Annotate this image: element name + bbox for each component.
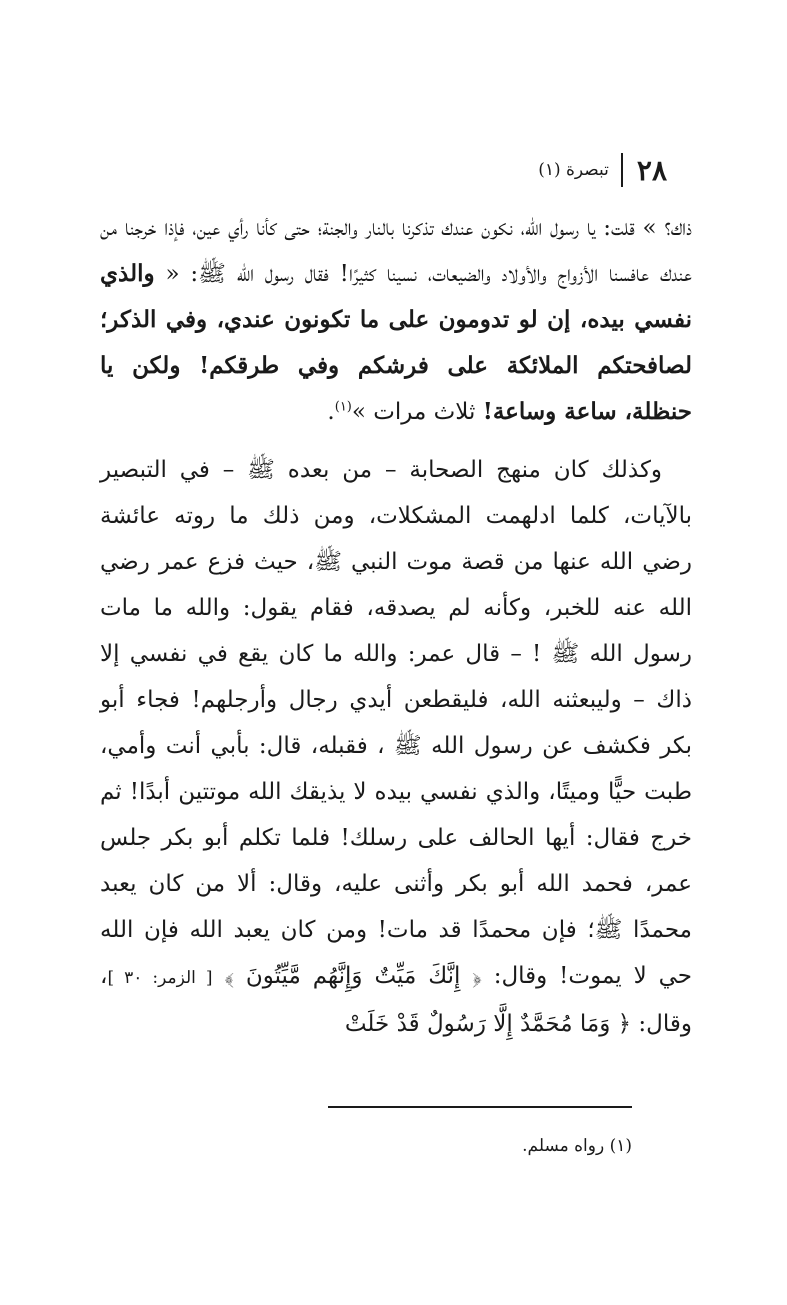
hadith-quote: والذي نفسي بيده، إن لو تدومون على ما تكونون عندي، وفي الذكر؛ لصافحتكم الملائكة على فرشكم وفي طرقكم! ولكن يا حنظلة، ساعة وساعة! [100, 260, 692, 425]
footnote-divider [328, 1106, 632, 1108]
running-title: تبصرة (١) [538, 160, 609, 180]
page-number: ٢٨ [636, 153, 667, 187]
page-header [538, 150, 667, 190]
body-text [100, 205, 692, 1047]
header-divider [621, 153, 623, 187]
paragraph-1-end: . [327, 399, 335, 425]
paragraph-2-text: وكذلك كان منهج الصحابة – من بعده ﷺ – في التبصير بالآيات، كلما ادلهمت المشكلات، ومن ذلك ما روته عائشة رضي الله عنها من قصة موت النبي ﷺ، حيث فزع عمر رضي الله عنه للخبر، وكأنه لم يصدقه، فقام يقول: والله ما مات رسول الله ﷺ ! – قال عمر: والله ما كان يقع في نفسي إلا ذاك – وليبعثنه الله، فليقطعن أيدي رجال وأرجلهم! فجاء أبو بكر فكشف عن رسول الله ﷺ ، فقبله، قال: بأبي أنت وأمي، طبت حيًّا وميتًا، والذي نفسي بيده لا يذيقك الله موتتين أبدًا! ثم خرج فقال: أيها الحالف على رسلك! فلما تكلم أبو بكر جلس عمر، فحمد الله أبو بكر وأثنى عليه، وقال: ألا من كان يعبد محمدًا ﷺ؛ فإن محمدًا قد مات! ومن كان يعبد الله فإن الله حي لا يموت! وقال: ﴿ إِنَّكَ مَيِّتٌ وَإِنَّهُم مَّيِّتُونَ ﴾ [100, 457, 693, 989]
paragraph-1-text: ذاك؟ » قلت: يا رسول الله، نكون عندك تذكرنا بالنار والجنة؛ حتى كأنا رأي عين، فإذا خرجنا من عندك عافسنا الأزواج والأولاد والضيعات، نسينا كثيرًا! فقال رسول الله ﷺ: « [100, 215, 692, 287]
paragraph-1-tail: ثلاث مرات » [351, 399, 483, 425]
footnote: (١) رواه مسلم. [522, 1136, 632, 1156]
quran-reference: [ الزمر: ٣٠ ] [107, 968, 213, 988]
footnote-reference: (١) [334, 399, 352, 415]
paragraph-1 [100, 205, 692, 435]
paragraph-2-tail: ، وقال: ﴿ وَمَا مُحَمَّدٌ إِلَّا رَسُولٌ قَدْ خَلَتْ [100, 963, 692, 1037]
paragraph-2 [100, 447, 692, 1047]
